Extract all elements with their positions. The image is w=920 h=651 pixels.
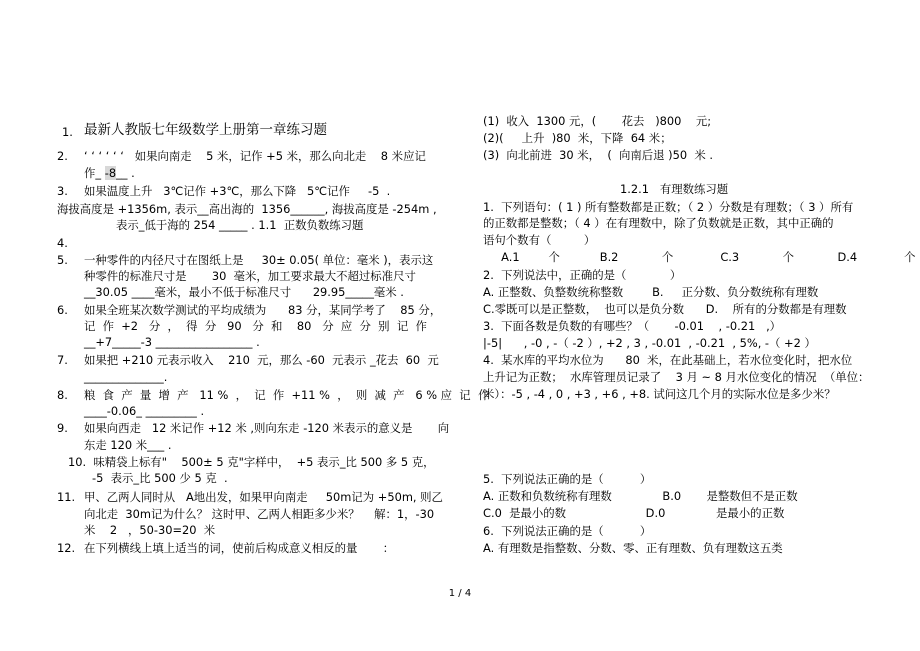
question-text: 的正数都是整数；（ 4 ）在有理数中，除了负数就是正数，其中正确的	[483, 216, 834, 230]
question-text: 一种零件的内径尺寸在图纸上是 30± 0.05( 单位：毫米 )，表示这	[84, 253, 434, 267]
item-number: 12.	[57, 541, 76, 555]
page-number: 1 / 4	[448, 588, 472, 599]
question-text: |-5| , -0 , -（ -2 ）, +2 , 3 , -0.01 , -0.21 , 5%, -（ +2 ）	[483, 336, 816, 350]
item-number: 8.	[57, 388, 68, 402]
question-text: 2. 下列说法中，正确的是（ ）	[483, 268, 682, 282]
question-text: 米 2 ，50-30=20 米	[84, 523, 216, 537]
item-number: 1.	[62, 125, 73, 139]
question-text: 甲、乙两人同时从 A地出发，如果甲向南走 50m记为 +50m, 则乙	[84, 490, 443, 504]
question-text	[84, 166, 135, 180]
answer-options: A. 正整数、负整数统称整数 B. 正分数、负分数统称有理数	[483, 285, 819, 299]
answer-options: A.1 个 B.2 个 C.3 个 D.4 个	[483, 250, 916, 264]
item-number: 4.	[57, 236, 68, 250]
question-text: __30.05 ____毫米，最小不低于标准尺寸 29.95_____毫米 .	[84, 285, 404, 299]
question-text: 4. 某水库的平均水位为 80 米，在此基础上，若水位变化时，把水位	[483, 353, 853, 367]
question-text: 语句个数有（ ）	[483, 233, 596, 247]
item-number: 3.	[57, 184, 68, 198]
question-text: 1. 下列语句：( 1 ) 所有整数都是正数；（ 2 ）分数是有理数；（ 3 ）所有	[483, 200, 854, 214]
item-number: 9.	[57, 421, 68, 435]
question-text: 表示_低于海的 254 _____ . 1.1 正数负数练习题	[116, 218, 364, 232]
question-text: ______________.	[84, 370, 168, 384]
question-text: 东走 120 米___ .	[84, 438, 172, 452]
question-text: 6. 下列说法正确的是（ ）	[483, 524, 652, 538]
question-text: 10. 味精袋上标有" 500± 5 克"字样中， +5 表示_比 500 多 5 克，	[68, 455, 435, 469]
question-text: 记 作 +2 分 ， 得 分 90 分 和 80 分 应 分 别 记 作	[84, 319, 427, 333]
answer-suffix: __ .	[116, 166, 135, 180]
question-text: (3) 向北前进 30 米， ( 向南后退 )50 米 .	[483, 148, 713, 162]
page-title: 最新人教版七年级数学上册第一章练习题	[84, 122, 327, 138]
answer-options: A. 有理数是指整数、分数、零、正有理数、负有理数这五类	[483, 541, 783, 555]
question-text: 如果把 +210 元表示收入 210 元，那么 -60 元表示 _花去 60 元	[84, 353, 439, 367]
item-number: 5.	[57, 253, 68, 267]
question-text: 如果温度上升 3℃记作 +3℃，那么下降 5℃记作 -5 .	[84, 184, 391, 198]
answer-options: A. 正数和负数统称有理数 B.0 是整数但不是正数	[483, 489, 798, 503]
item-number: 6.	[57, 303, 68, 317]
question-text: -5 表示_比 500 少 5 克 .	[92, 471, 228, 485]
question-text: 粮 食 产 量 增 产 11 % ， 记 作 +11 % ， 则 减 产 6 % 应 记 作	[84, 388, 490, 402]
question-text: (2)( 上升 )80 米，下降 64 米；	[483, 131, 672, 145]
question-text: (1) 收入 1300 元，( 花去 )800 元;	[483, 114, 712, 128]
highlighted-answer: -8	[104, 166, 117, 180]
item-number: 7.	[57, 353, 68, 367]
question-text: 5. 下列说法正确的是（ ）	[483, 472, 652, 486]
question-text: 如果向西走 12 米记作 +12 米 ,则向东走 -120 米表示的意义是 向	[84, 421, 450, 435]
answer-options: C.零既可以是正整数， 也可以是负分数 D. 所有的分数都是有理数	[483, 302, 847, 316]
question-text: 种零件的标准尺寸是 30 毫米，加工要求最大不超过标准尺寸	[84, 269, 416, 283]
question-text: __+7_____-3 _________________ .	[84, 335, 260, 349]
question-text: ‘ ‘ ‘ ‘ ‘ ‘ 如果向南走 5 米，记作 +5 米，那么向北走 8 米应记	[84, 149, 426, 163]
question-text: 米）：-5 , -4 , 0 , +3 , +6 , +8. 试问这几个月的实际水位是多少米？	[483, 387, 836, 401]
question-text: 上升记为正数； 水库管理员记录了 3 月 ~ 8 月水位变化的情况 （单位：	[483, 370, 870, 384]
item-number: 11.	[57, 490, 76, 504]
question-text: 在下列横线上填上适当的词，使前后构成意义相反的量 ：	[84, 541, 395, 555]
question-text: 3. 下面各数是负数的有哪些？（ -0.01 , -0.21 ,）	[483, 319, 782, 333]
item-number: 2.	[57, 149, 68, 163]
question-text: 海拔高度是 +1356m, 表示__高出海的 1356______, 海拔高度是 -254m ,	[57, 202, 437, 216]
section-title: 1.2.1 有理数练习题	[620, 182, 729, 196]
answer-options: C.0 是最小的数 D.0 是最小的正数	[483, 506, 785, 520]
question-text: 向北走 30m记为什么？ 这时甲、乙两人相距多少米？ 解：1，-30	[84, 507, 435, 521]
question-text: ____-0.06_ _________ .	[84, 404, 205, 418]
question-text: 如果全班某次数学测试的平均成绩为 83 分，某同学考了 85 分，	[84, 303, 442, 317]
answer-prefix: 作_	[84, 166, 105, 180]
